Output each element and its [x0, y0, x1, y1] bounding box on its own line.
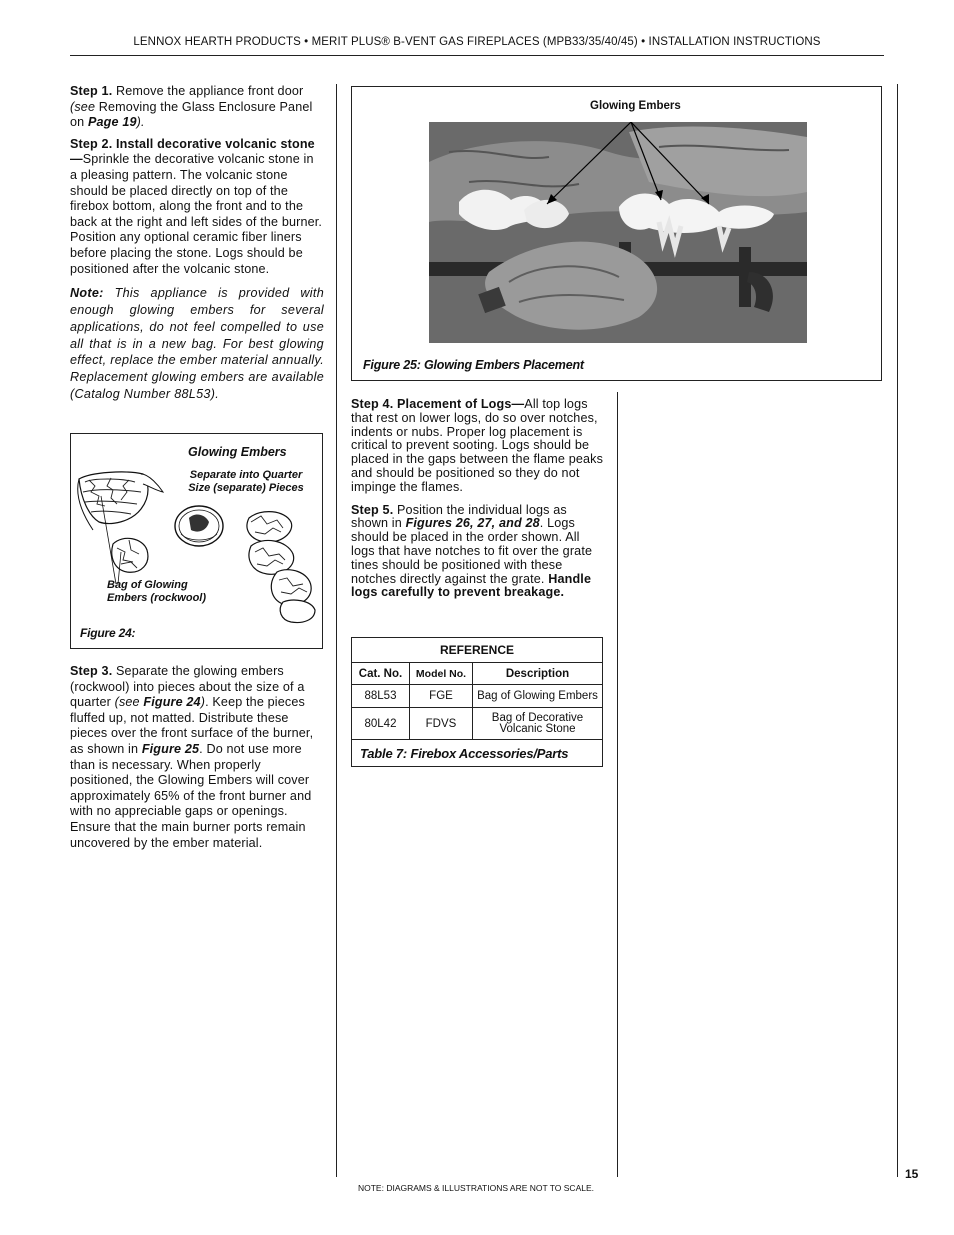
page-19-ref: Page 19 [87, 115, 137, 130]
step-2-label: Step 2. Install decorative volcanic stone— [70, 136, 315, 167]
running-header: LENNOX HEARTH PRODUCTS • MERIT PLUS® B-VENT GAS FIREPLACES (MPB33/35/40/45) • INSTALLATION INSTRUCTIONS [133, 36, 821, 48]
step-3-text: . Keep the pieces fluffed up, not matted. Distribute these pieces over the front surface of the burner, as shown in [70, 695, 314, 756]
step-5-warning: Handle logs carefully to prevent breakage. [351, 571, 592, 600]
see-text: (see [114, 695, 144, 710]
step-3-text: Separate the glowing embers (rockwool) into pieces about the size of a quarter [70, 664, 305, 710]
figure-25-label: Glowing Embers [590, 100, 681, 112]
photo-illustration [429, 122, 807, 343]
table-header-row [352, 663, 603, 685]
column-2 [351, 398, 605, 600]
table-cell: Bag of Decorative Volcanic Stone [473, 708, 603, 740]
column-rule-left [336, 84, 337, 1177]
header-rule [70, 55, 884, 56]
table-row [352, 685, 603, 708]
step-1-paragraph [70, 84, 324, 131]
column-header: Cat. No. [352, 663, 410, 685]
table-cell: 80L42 [352, 708, 410, 740]
label-bag-of-embers: Bag of Glowing Embers (rockwool) [107, 579, 207, 604]
table-cell: 88L53 [352, 685, 410, 708]
figure-24-ref: Figure 24 [143, 695, 201, 710]
figure-25-ref: Figure 25 [141, 741, 200, 756]
ember-piece [280, 600, 315, 622]
paren-close: ) [200, 695, 206, 710]
step-4-paragraph [351, 398, 605, 495]
figure-24-illustration [71, 434, 322, 648]
figure-24-caption: Figure 24: [80, 626, 136, 640]
scale-note: NOTE: DIAGRAMS & ILLUSTRATIONS ARE NOT TO SCALE. [357, 1183, 594, 1193]
step-4-text: All top logs that rest on lower logs, do so over notches, indents or nubs. Proper log placement is critical to prevent sooting. Logs should be placed in the gaps between the flame peaks and should be positioned so they do not impinge the flames. [351, 397, 604, 494]
ember-piece [247, 512, 292, 543]
step-5-text: Position the individual logs as shown in [351, 502, 567, 531]
step-4-label: Step 4. Placement of Logs— [351, 397, 525, 411]
step-3-paragraph [70, 664, 324, 851]
step-3-block [70, 664, 324, 851]
page-number: 15 [905, 1167, 919, 1181]
step-5-text: . Logs should be placed in the order shown. All logs that have notches to fit over the grate tines should be positioned with these notches directly against the grate. [351, 516, 593, 586]
label-separate-pieces: Separate into Quarter Size (separate) Pieces [188, 469, 304, 494]
step-1-close: ). [136, 115, 145, 130]
step-3-label: Step 3. [70, 664, 113, 678]
table-7 [351, 637, 603, 767]
note-text: This appliance is provided with enough glowing embers for several applications, do not feel compelled to use all that is in a new bag. For best glowing effect, replace the ember material annually. Replacement glowing embers are available (Catalog Number 88L53). [70, 286, 324, 401]
step-2-text: Sprinkle the decorative volcanic stone in a pleasing pattern. The volcanic stone should be placed directly on top of the firebox bottom, along the front and to the back at the right and left sides of the burner. Position any optional ceramic fiber liners before placing the stone. Logs should be positioned after the volcanic stone. [70, 152, 323, 276]
note-paragraph [70, 285, 324, 403]
glowing-embers-photo [429, 122, 807, 343]
see-text: (see [70, 99, 96, 114]
table-title: REFERENCE [352, 638, 603, 663]
ember-bag-shape [79, 472, 148, 524]
table-cell: FGE [410, 685, 473, 708]
figure-24 [70, 433, 323, 649]
reference-table [351, 637, 603, 767]
table-cell: FDVS [410, 708, 473, 740]
step-1-text: Remove the appliance front door [112, 84, 304, 98]
table-caption-cell [352, 740, 603, 767]
column-header: Description [473, 663, 603, 685]
figure-25-caption: Figure 25: Glowing Embers Placement [363, 358, 584, 372]
column-rule-middle [617, 392, 618, 1177]
figure-25 [351, 86, 882, 381]
step-5-label: Step 5. [351, 502, 394, 517]
step-2-paragraph [70, 137, 324, 277]
step-1-ref-text: Removing the Glass Enclosure Panel on [70, 99, 313, 130]
step-1-label: Step 1. [70, 84, 113, 98]
column-header: Model No. [410, 663, 473, 685]
step-5-paragraph [351, 504, 605, 601]
step-3-text: . Do not use more than is necessary. When properly positioned, the Glowing Embers will cover approximately 65% of the front burner and with no appreciable gaps or openings. Ensure that the main burner ports remain uncovered by the ember material. [70, 741, 312, 850]
figure-24-title: Glowing Embers [188, 445, 287, 459]
figures-26-28-ref: Figures 26, 27, and 28 [405, 516, 540, 531]
table-7-caption: Table 7: Firebox Accessories/Parts [360, 745, 569, 761]
column-1 [70, 84, 324, 403]
table-cell: Bag of Glowing Embers [473, 685, 603, 708]
column-rule-right [897, 84, 898, 1177]
note-label: Note: [70, 286, 104, 301]
table-row [352, 708, 603, 740]
